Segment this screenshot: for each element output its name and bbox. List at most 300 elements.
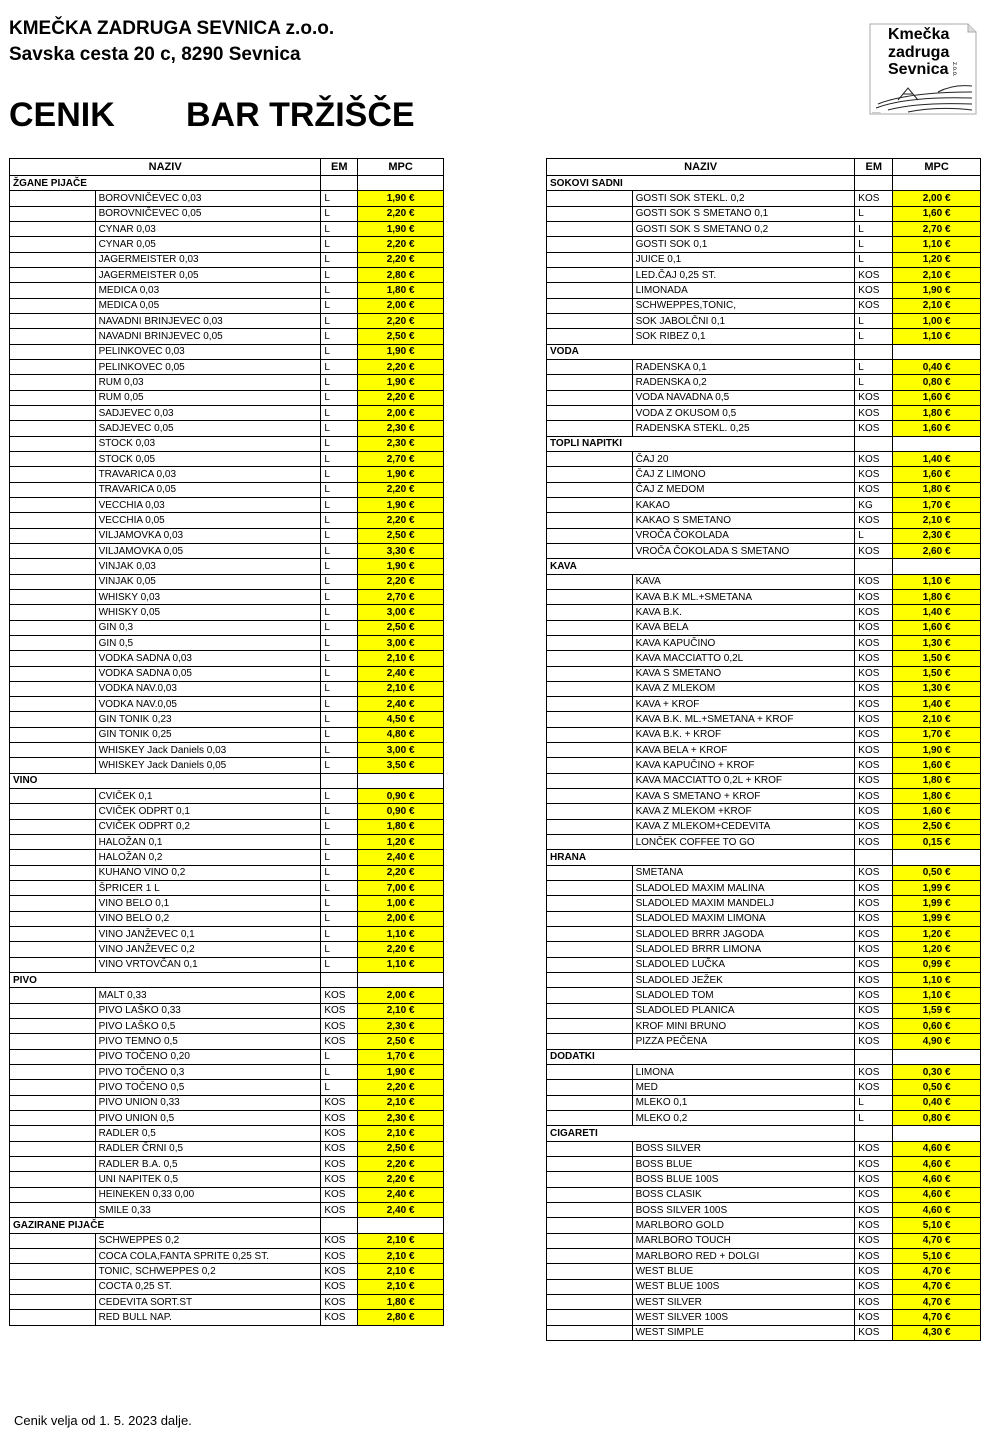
item-price: 1,70 € xyxy=(893,727,981,742)
item-name: BOSS SILVER xyxy=(632,1141,855,1156)
item-unit: L xyxy=(321,605,358,620)
item-unit: KOS xyxy=(855,589,893,604)
item-price: 2,20 € xyxy=(358,237,444,252)
table-row xyxy=(10,988,444,1003)
item-name: KAVA S SMETANO xyxy=(632,666,855,681)
item-name: VODKA SADNA 0,05 xyxy=(95,666,321,681)
item-price: 0,80 € xyxy=(893,1111,981,1126)
row-spacer-cell xyxy=(10,344,96,359)
item-price: 1,90 € xyxy=(358,221,444,236)
item-unit: KOS xyxy=(855,773,893,788)
row-spacer-cell xyxy=(10,436,96,451)
table-row xyxy=(547,513,981,528)
table-row xyxy=(547,1034,981,1049)
row-spacer-cell xyxy=(547,1019,633,1034)
item-unit: KOS xyxy=(855,191,893,206)
item-unit: L xyxy=(321,467,358,482)
row-spacer-cell xyxy=(547,758,633,773)
category-label: SOKOVI SADNI xyxy=(547,176,855,191)
table-row xyxy=(10,865,444,880)
item-price: 2,40 € xyxy=(358,666,444,681)
category-price-cell xyxy=(358,973,444,988)
item-name: STOCK 0,03 xyxy=(95,436,321,451)
table-row xyxy=(547,911,981,926)
table-row xyxy=(10,804,444,819)
item-unit: L xyxy=(321,574,358,589)
item-name: VINO JANŽEVEC 0,2 xyxy=(95,942,321,957)
item-unit: KOS xyxy=(855,1080,893,1095)
row-spacer-cell xyxy=(10,1034,96,1049)
row-spacer-cell xyxy=(547,773,633,788)
item-unit: L xyxy=(321,865,358,880)
category-row xyxy=(10,176,444,191)
item-unit: KOS xyxy=(855,758,893,773)
item-name: MALT 0,33 xyxy=(95,988,321,1003)
item-price: 1,99 € xyxy=(893,911,981,926)
item-unit: L xyxy=(321,1080,358,1095)
row-spacer-cell xyxy=(547,1172,633,1187)
item-price: 1,80 € xyxy=(893,405,981,420)
item-name: GOSTI SOK 0,1 xyxy=(632,237,855,252)
item-unit: L xyxy=(321,283,358,298)
item-name: BOSS BLUE 100S xyxy=(632,1172,855,1187)
item-unit: L xyxy=(321,313,358,328)
item-unit: L xyxy=(321,666,358,681)
table-row xyxy=(547,727,981,742)
item-name: UNI NAPITEK 0,5 xyxy=(95,1172,321,1187)
item-name: WEST BLUE 100S xyxy=(632,1279,855,1294)
column-header-price: MPC xyxy=(358,159,444,176)
item-name: SCHWEPPES 0,2 xyxy=(95,1233,321,1248)
table-row xyxy=(10,1141,444,1156)
table-row xyxy=(547,1279,981,1294)
item-name: KAVA S SMETANO + KROF xyxy=(632,789,855,804)
category-label: CIGARETI xyxy=(547,1126,855,1141)
row-spacer-cell xyxy=(547,451,633,466)
item-price: 1,60 € xyxy=(893,467,981,482)
row-spacer-cell xyxy=(547,743,633,758)
item-price: 2,20 € xyxy=(358,313,444,328)
table-row xyxy=(10,758,444,773)
category-row xyxy=(547,176,981,191)
item-name: KAVA Z MLEKOM xyxy=(632,681,855,696)
item-price: 2,10 € xyxy=(893,513,981,528)
item-name: ČAJ Z MEDOM xyxy=(632,482,855,497)
table-row xyxy=(547,1310,981,1325)
table-row xyxy=(547,1202,981,1217)
table-row xyxy=(547,313,981,328)
item-price: 1,20 € xyxy=(893,927,981,942)
item-name: KAKAO xyxy=(632,497,855,512)
row-spacer-cell xyxy=(547,620,633,635)
item-price: 4,70 € xyxy=(893,1279,981,1294)
item-name: MLEKO 0,1 xyxy=(632,1095,855,1110)
category-row xyxy=(10,1218,444,1233)
row-spacer-cell xyxy=(547,835,633,850)
row-spacer-cell xyxy=(10,206,96,221)
item-name: MARLBORO GOLD xyxy=(632,1218,855,1233)
item-price: 2,20 € xyxy=(358,513,444,528)
item-unit: L xyxy=(855,206,893,221)
item-unit: L xyxy=(321,482,358,497)
row-spacer-cell xyxy=(547,681,633,696)
category-price-cell xyxy=(893,436,981,451)
item-name: VECCHIA 0,05 xyxy=(95,513,321,528)
item-name: HALOŽAN 0,1 xyxy=(95,835,321,850)
table-row xyxy=(10,344,444,359)
item-unit: KOS xyxy=(855,819,893,834)
table-row xyxy=(547,1157,981,1172)
row-spacer-cell xyxy=(10,758,96,773)
item-name: GOSTI SOK S SMETANO 0,1 xyxy=(632,206,855,221)
row-spacer-cell xyxy=(547,543,633,558)
row-spacer-cell xyxy=(10,359,96,374)
page-location: BAR TRŽIŠČE xyxy=(186,96,415,134)
item-price: 1,10 € xyxy=(893,329,981,344)
item-unit: KOS xyxy=(855,635,893,650)
row-spacer-cell xyxy=(547,651,633,666)
item-name: BOSS SILVER 100S xyxy=(632,1202,855,1217)
row-spacer-cell xyxy=(10,804,96,819)
item-price: 3,30 € xyxy=(358,543,444,558)
row-spacer-cell xyxy=(10,1294,96,1309)
item-price: 1,70 € xyxy=(893,497,981,512)
table-row xyxy=(547,421,981,436)
item-price: 2,30 € xyxy=(358,421,444,436)
table-row xyxy=(10,1111,444,1126)
item-name: SOK JABOLČNI 0,1 xyxy=(632,313,855,328)
item-name: PIVO LAŠKO 0,33 xyxy=(95,1003,321,1018)
item-name: ŠPRICER 1 L xyxy=(95,881,321,896)
item-unit: KOS xyxy=(855,1325,893,1340)
category-unit-cell xyxy=(321,176,358,191)
item-price: 1,10 € xyxy=(893,574,981,589)
item-unit: L xyxy=(855,252,893,267)
item-name: KUHANO VINO 0,2 xyxy=(95,865,321,880)
item-unit: KOS xyxy=(855,467,893,482)
table-row xyxy=(547,773,981,788)
table-row xyxy=(10,1095,444,1110)
row-spacer-cell xyxy=(10,635,96,650)
item-name: PIVO TEMNO 0,5 xyxy=(95,1034,321,1049)
item-price: 2,40 € xyxy=(358,850,444,865)
item-price: 1,80 € xyxy=(893,482,981,497)
table-row xyxy=(547,283,981,298)
item-name: RED BULL NAP. xyxy=(95,1310,321,1325)
row-spacer-cell xyxy=(10,743,96,758)
item-unit: L xyxy=(321,267,358,282)
table-row xyxy=(10,1049,444,1064)
table-row xyxy=(10,375,444,390)
item-price: 1,60 € xyxy=(893,390,981,405)
row-spacer-cell xyxy=(10,405,96,420)
item-price: 0,40 € xyxy=(893,359,981,374)
item-price: 3,00 € xyxy=(358,635,444,650)
item-price: 1,90 € xyxy=(358,375,444,390)
item-name: RUM 0,05 xyxy=(95,390,321,405)
row-spacer-cell xyxy=(547,467,633,482)
row-spacer-cell xyxy=(547,789,633,804)
item-name: VROČA ČOKOLADA xyxy=(632,528,855,543)
category-unit-cell xyxy=(321,773,358,788)
item-unit: KOS xyxy=(321,1310,358,1325)
item-name: SLADOLED LUČKA xyxy=(632,957,855,972)
category-label: HRANA xyxy=(547,850,855,865)
item-name: MARLBORO TOUCH xyxy=(632,1233,855,1248)
item-price: 1,99 € xyxy=(893,896,981,911)
item-name: NAVADNI BRINJEVEC 0,05 xyxy=(95,329,321,344)
row-spacer-cell xyxy=(10,467,96,482)
item-unit: L xyxy=(855,1095,893,1110)
item-name: KAVA B.K ML.+SMETANA xyxy=(632,589,855,604)
row-spacer-cell xyxy=(10,1003,96,1018)
row-spacer-cell xyxy=(547,1065,633,1080)
item-name: WEST SIMPLE xyxy=(632,1325,855,1340)
table-row xyxy=(547,1065,981,1080)
item-price: 1,40 € xyxy=(893,697,981,712)
item-price: 2,20 € xyxy=(358,390,444,405)
item-name: TRAVARICA 0,03 xyxy=(95,467,321,482)
item-name: PELINKOVEC 0,05 xyxy=(95,359,321,374)
item-unit: KOS xyxy=(321,1294,358,1309)
item-unit: L xyxy=(321,497,358,512)
table-row xyxy=(547,896,981,911)
table-row xyxy=(10,267,444,282)
row-spacer-cell xyxy=(10,528,96,543)
item-name: TONIC, SCHWEPPES 0,2 xyxy=(95,1264,321,1279)
item-unit: KOS xyxy=(855,697,893,712)
row-spacer-cell xyxy=(547,712,633,727)
table-row xyxy=(547,804,981,819)
item-price: 2,10 € xyxy=(893,712,981,727)
item-name: SCHWEPPES,TONIC, xyxy=(632,298,855,313)
category-row xyxy=(10,773,444,788)
table-row xyxy=(10,298,444,313)
row-spacer-cell xyxy=(547,896,633,911)
item-unit: L xyxy=(321,405,358,420)
item-unit: L xyxy=(855,528,893,543)
item-name: JUICE 0,1 xyxy=(632,252,855,267)
table-row xyxy=(10,329,444,344)
item-unit: KOS xyxy=(855,1202,893,1217)
row-spacer-cell xyxy=(547,497,633,512)
item-name: RADENSKA 0,2 xyxy=(632,375,855,390)
company-name: KMEČKA ZADRUGA SEVNICA z.o.o. xyxy=(9,18,335,39)
item-name: VINO BELO 0,2 xyxy=(95,911,321,926)
column-header-price: MPC xyxy=(893,159,981,176)
item-unit: KOS xyxy=(855,681,893,696)
row-spacer-cell xyxy=(547,191,633,206)
item-unit: KOS xyxy=(855,988,893,1003)
item-unit: KOS xyxy=(855,743,893,758)
item-price: 2,00 € xyxy=(358,988,444,1003)
table-row xyxy=(547,789,981,804)
item-price: 2,00 € xyxy=(358,298,444,313)
item-unit: KOS xyxy=(855,1019,893,1034)
row-spacer-cell xyxy=(10,513,96,528)
item-name: MEDICA 0,05 xyxy=(95,298,321,313)
item-unit: L xyxy=(321,390,358,405)
row-spacer-cell xyxy=(547,359,633,374)
item-price: 2,20 € xyxy=(358,482,444,497)
category-price-cell xyxy=(358,1218,444,1233)
item-price: 2,10 € xyxy=(893,298,981,313)
category-unit-cell xyxy=(855,344,893,359)
category-row xyxy=(547,436,981,451)
table-row xyxy=(547,482,981,497)
item-price: 2,60 € xyxy=(893,543,981,558)
item-unit: L xyxy=(321,927,358,942)
item-unit: KOS xyxy=(855,574,893,589)
item-unit: L xyxy=(321,957,358,972)
item-unit: KOS xyxy=(321,1233,358,1248)
item-name: VILJAMOVKA 0,03 xyxy=(95,528,321,543)
item-name: PIVO TOČENO 0,20 xyxy=(95,1049,321,1064)
row-spacer-cell xyxy=(10,957,96,972)
item-name: HALOŽAN 0,2 xyxy=(95,850,321,865)
item-name: CVIČEK ODPRT 0,1 xyxy=(95,804,321,819)
category-row xyxy=(547,850,981,865)
item-unit: L xyxy=(321,421,358,436)
item-price: 1,90 € xyxy=(358,467,444,482)
item-name: GOSTI SOK S SMETANO 0,2 xyxy=(632,221,855,236)
item-price: 1,80 € xyxy=(893,589,981,604)
item-price: 2,00 € xyxy=(893,191,981,206)
table-row xyxy=(10,697,444,712)
row-spacer-cell xyxy=(10,927,96,942)
column-header-name: NAZIV xyxy=(10,159,321,176)
company-header xyxy=(9,16,334,68)
table-row xyxy=(547,1248,981,1263)
item-price: 2,80 € xyxy=(358,1310,444,1325)
row-spacer-cell xyxy=(10,298,96,313)
item-price: 1,90 € xyxy=(358,344,444,359)
table-header-row xyxy=(10,159,444,176)
item-unit: KOS xyxy=(855,1218,893,1233)
table-row xyxy=(10,789,444,804)
item-price: 2,10 € xyxy=(358,1233,444,1248)
item-unit: KOS xyxy=(855,789,893,804)
category-row xyxy=(547,1126,981,1141)
row-spacer-cell xyxy=(10,881,96,896)
table-row xyxy=(547,1019,981,1034)
item-unit: L xyxy=(855,221,893,236)
item-price: 2,80 € xyxy=(358,267,444,282)
table-row xyxy=(547,1187,981,1202)
row-spacer-cell xyxy=(547,1157,633,1172)
item-name: VILJAMOVKA 0,05 xyxy=(95,543,321,558)
item-unit: L xyxy=(321,513,358,528)
item-unit: L xyxy=(855,1111,893,1126)
item-unit: L xyxy=(321,881,358,896)
table-row xyxy=(547,758,981,773)
item-price: 5,10 € xyxy=(893,1248,981,1263)
table-header-row xyxy=(547,159,981,176)
table-row xyxy=(10,513,444,528)
table-row xyxy=(547,1294,981,1309)
item-name: LIMONA xyxy=(632,1065,855,1080)
item-unit: L xyxy=(321,896,358,911)
item-name: KAVA BELA xyxy=(632,620,855,635)
item-unit: KOS xyxy=(855,712,893,727)
item-unit: KOS xyxy=(855,620,893,635)
table-row xyxy=(547,1233,981,1248)
category-price-cell xyxy=(893,850,981,865)
item-price: 2,50 € xyxy=(358,620,444,635)
item-price: 1,10 € xyxy=(893,237,981,252)
item-name: RADLER ČRNI 0,5 xyxy=(95,1141,321,1156)
row-spacer-cell xyxy=(547,635,633,650)
item-price: 1,50 € xyxy=(893,651,981,666)
table-row xyxy=(10,451,444,466)
item-price: 1,60 € xyxy=(893,206,981,221)
category-price-cell xyxy=(358,773,444,788)
item-name: ČAJ Z LIMONO xyxy=(632,467,855,482)
item-unit: L xyxy=(855,313,893,328)
row-spacer-cell xyxy=(10,390,96,405)
item-name: VROČA ČOKOLADA S SMETANO xyxy=(632,543,855,558)
table-row xyxy=(547,543,981,558)
item-unit: KOS xyxy=(855,804,893,819)
item-unit: KOS xyxy=(855,666,893,681)
item-unit: L xyxy=(321,559,358,574)
item-price: 2,00 € xyxy=(358,911,444,926)
category-label: VINO xyxy=(10,773,321,788)
item-price: 2,20 € xyxy=(358,1172,444,1187)
item-price: 1,30 € xyxy=(893,635,981,650)
item-price: 0,50 € xyxy=(893,865,981,880)
item-name: SADJEVEC 0,05 xyxy=(95,421,321,436)
item-price: 2,20 € xyxy=(358,574,444,589)
logo-line3: Sevnica xyxy=(888,61,949,78)
row-spacer-cell xyxy=(10,451,96,466)
item-unit: KOS xyxy=(855,451,893,466)
category-row xyxy=(547,559,981,574)
table-row xyxy=(10,436,444,451)
row-spacer-cell xyxy=(10,267,96,282)
item-price: 0,50 € xyxy=(893,1080,981,1095)
category-unit-cell xyxy=(855,1126,893,1141)
row-spacer-cell xyxy=(547,1248,633,1263)
item-unit: L xyxy=(321,206,358,221)
row-spacer-cell xyxy=(10,497,96,512)
validity-note: Cenik velja od 1. 5. 2023 dalje. xyxy=(14,1413,192,1428)
row-spacer-cell xyxy=(10,1111,96,1126)
item-unit: KOS xyxy=(321,1248,358,1263)
table-row xyxy=(10,911,444,926)
item-price: 4,30 € xyxy=(893,1325,981,1340)
category-price-cell xyxy=(893,176,981,191)
row-spacer-cell xyxy=(10,221,96,236)
table-row xyxy=(547,1003,981,1018)
item-name: KAVA B.K. + KROF xyxy=(632,727,855,742)
table-row xyxy=(10,819,444,834)
item-price: 2,10 € xyxy=(358,1003,444,1018)
row-spacer-cell xyxy=(547,589,633,604)
row-spacer-cell xyxy=(547,973,633,988)
table-row xyxy=(547,927,981,942)
row-spacer-cell xyxy=(547,252,633,267)
item-name: SLADOLED PLANICA xyxy=(632,1003,855,1018)
table-row xyxy=(547,681,981,696)
table-row xyxy=(547,605,981,620)
item-unit: KOS xyxy=(321,988,358,1003)
table-row xyxy=(10,635,444,650)
item-unit: KOS xyxy=(855,1157,893,1172)
item-price: 0,30 € xyxy=(893,1065,981,1080)
row-spacer-cell xyxy=(10,896,96,911)
item-name: MED xyxy=(632,1080,855,1095)
